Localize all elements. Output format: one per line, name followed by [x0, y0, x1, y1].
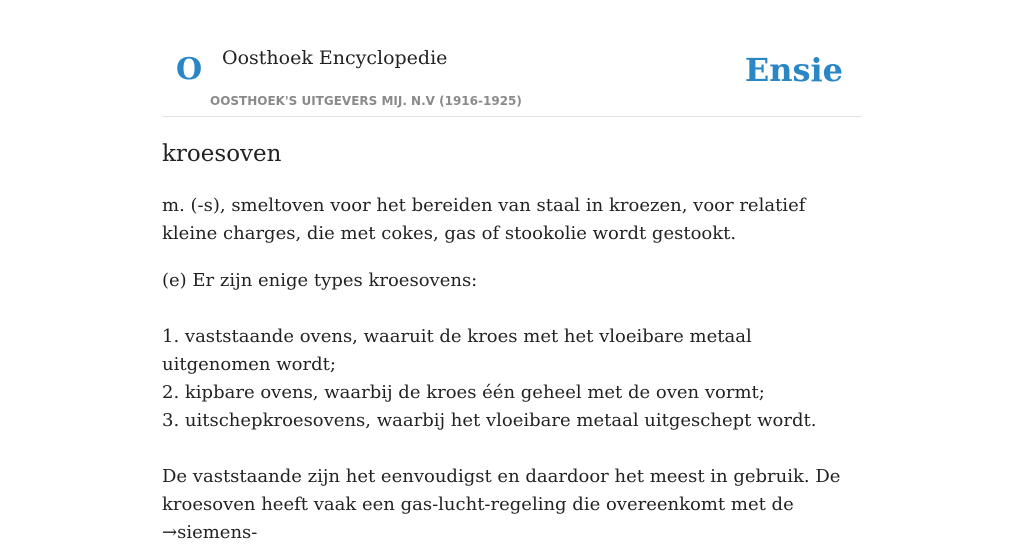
- source-title-link[interactable]: Oosthoek Encyclopedie: [222, 47, 448, 69]
- list-item: 1. vaststaande ovens, waaruit de kroes met het vloeibare metaal uitgenomen wordt;: [162, 326, 752, 375]
- list-item: 3. uitschepkroesovens, waarbij het vloeibare metaal uitgeschept wordt.: [162, 410, 817, 431]
- source-publisher: OOSTHOEK'S UITGEVERS MIJ. N.V (1916-1925): [210, 94, 522, 108]
- entry-content: [162, 136, 862, 547]
- entry-definition: m. (-s), smeltoven voor het bereiden van staal in kroezen, voor relatief kleine charges, die met cokes, gas of stookolie wordt gestookt.: [162, 195, 806, 244]
- source-header: [162, 0, 862, 117]
- entry-closing-paragraph: [162, 463, 862, 547]
- entry-title: kroesoven: [162, 141, 282, 167]
- entry-intro: (e) Er zijn enige types kroesovens:: [162, 270, 478, 291]
- list-item: 2. kipbare ovens, waarbij de kroes één geheel met de oven vormt;: [162, 382, 765, 403]
- siemens-crossref-link[interactable]: →siemens-: [162, 522, 258, 543]
- types-list: [162, 323, 862, 435]
- source-logo[interactable]: O: [176, 52, 203, 87]
- ensie-logo[interactable]: Ensie: [744, 51, 843, 89]
- closing-text: De vaststaande zijn het eenvoudigst en daardoor het meest in gebruik. De kroesoven heeft vaak een gas-lucht-regeling die overeenkomt met de: [162, 466, 841, 515]
